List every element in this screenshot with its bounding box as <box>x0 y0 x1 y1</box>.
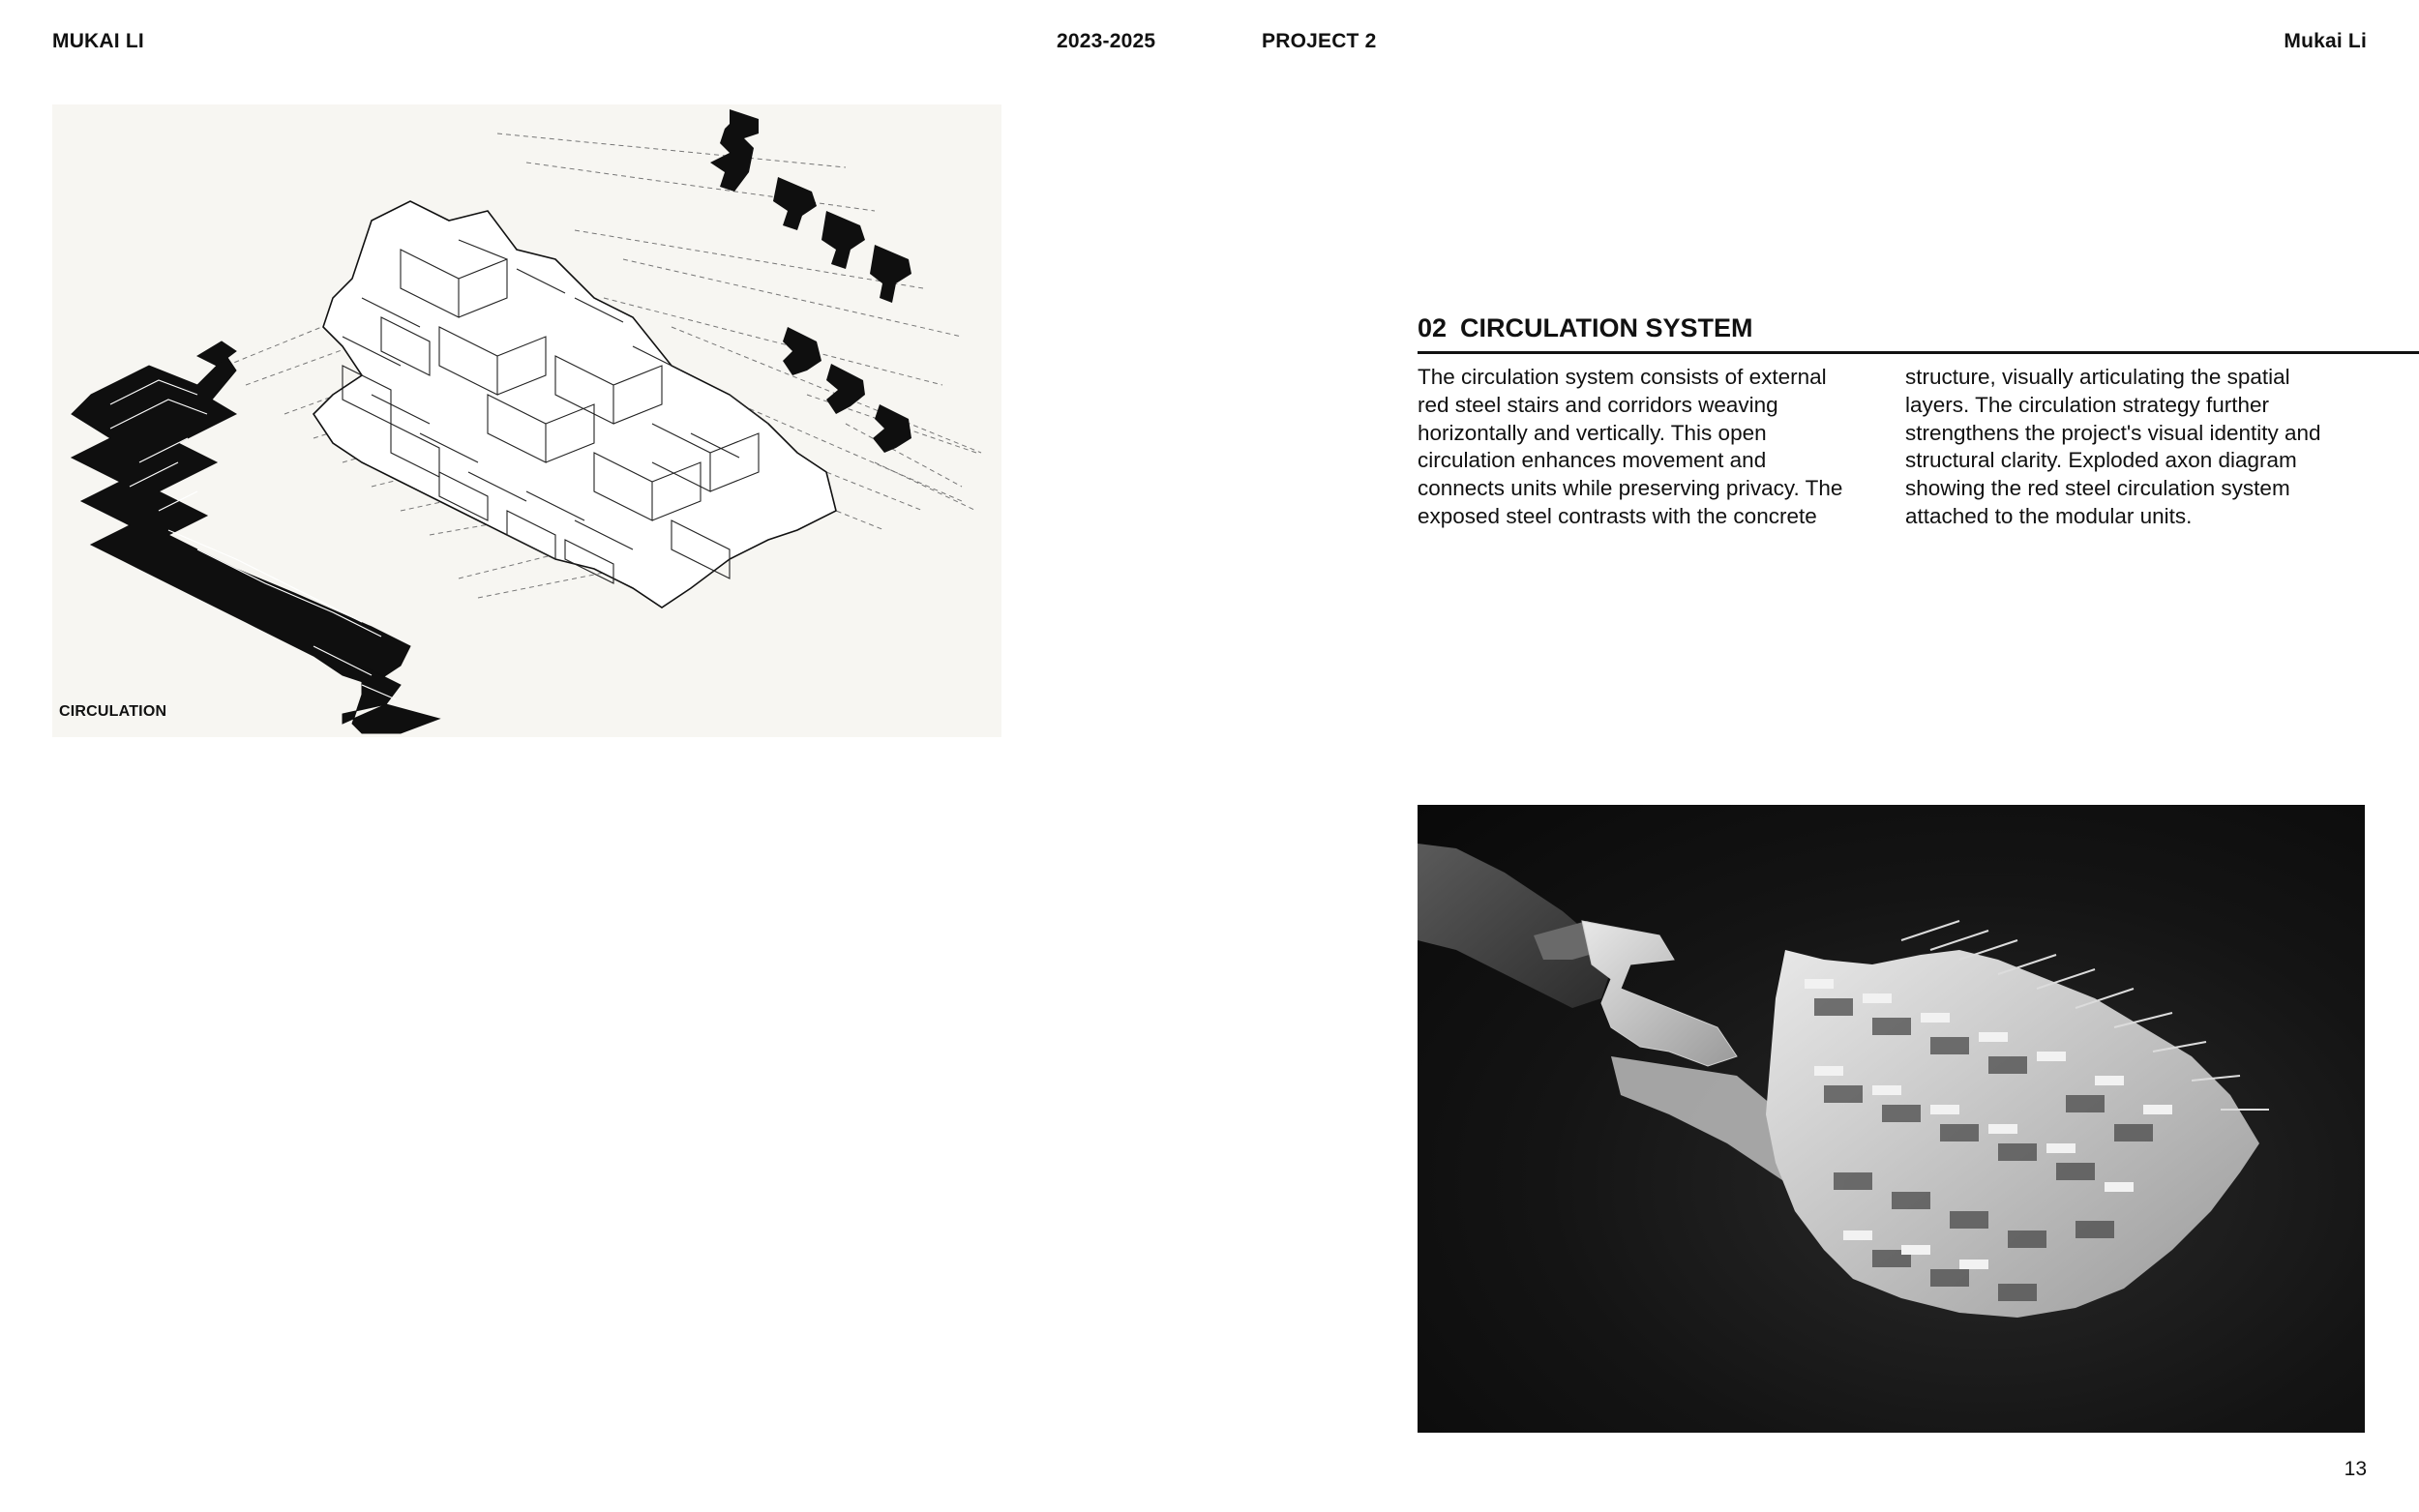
body-line: The circulation system consists of external <box>1418 365 1827 389</box>
body-line: exposed steel contrasts with the concrete <box>1418 503 1817 528</box>
section-title <box>1418 312 1753 343</box>
header-project: PROJECT 2 <box>1262 30 1377 52</box>
stair-piece <box>1582 921 1737 1066</box>
body-line: structural clarity. Exploded axon diagram <box>1905 448 2297 473</box>
body-line: strengthens the project's visual identity and <box>1905 420 2321 445</box>
model-photo <box>1418 805 2365 1433</box>
page-number: 13 <box>2344 1458 2367 1480</box>
header-author-left: MUKAI LI <box>52 30 144 52</box>
body-line: showing the red steel circulation system <box>1905 476 2290 501</box>
section-number: 02 <box>1418 313 1448 342</box>
modular-units <box>314 201 836 608</box>
axon-drawing <box>52 104 1001 737</box>
section-rule <box>1418 351 2419 354</box>
body-line: circulation enhances movement and <box>1418 448 1767 473</box>
body-line: structure, visually articulating the spatial <box>1905 365 2290 389</box>
circulation-axon-diagram <box>52 104 1001 737</box>
body-line: layers. The circulation strategy further <box>1905 392 2269 417</box>
header-years: 2023-2025 <box>1057 30 1156 52</box>
model-photo-drawing <box>1418 805 2365 1433</box>
diagram-label: CIRCULATION <box>59 703 167 720</box>
header-author-right: Mukai Li <box>2284 30 2367 52</box>
body-line: attached to the modular units. <box>1905 503 2193 528</box>
section-title-text: CIRCULATION SYSTEM <box>1460 313 1753 342</box>
body-line: connects units while preserving privacy. The <box>1418 476 1843 501</box>
body-line: horizontally and vertically. This open <box>1418 420 1767 445</box>
body-text-column-2 <box>1905 364 2368 531</box>
circulation-stairs-right <box>710 109 911 453</box>
body-text-column-1 <box>1418 364 1880 531</box>
body-line: red steel stairs and corridors weaving <box>1418 392 1778 417</box>
